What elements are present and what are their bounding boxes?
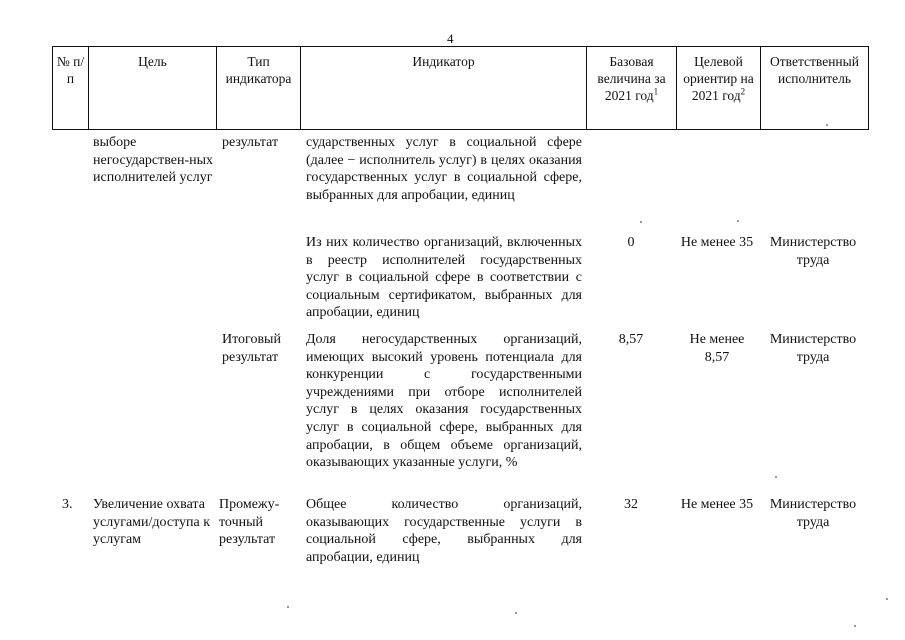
row2-indicator: Из них количество организаций, включенных в реестр исполнителей государственных услуг в социальной сфере в соответствии с социальным сертификатом, выбранных для апробации, единиц	[306, 235, 582, 321]
row4-base: 32	[624, 497, 638, 512]
row3-base: 8,57	[618, 332, 644, 347]
row1-goal: выборе негосударствен-ных исполнителей услуг	[93, 135, 214, 186]
header-responsible: Ответственный исполнитель	[761, 47, 869, 130]
scan-speck	[515, 612, 517, 614]
row4-type: Промежу-точный результат	[219, 497, 280, 548]
footnote-1: 1	[653, 86, 659, 97]
scan-speck	[886, 598, 888, 600]
row3-indicator: Доля негосударственных организаций, имеющих высокий уровень потенциала для конкуренции с государственными учреждениями при отборе исполнителей услуг в целях оказания государственных услуг в социальной сфере, выбранных для апробации, в общем объеме организаций, оказывающих указанные услуги, %	[306, 332, 582, 471]
scan-speck	[854, 625, 856, 627]
scan-speck	[826, 124, 828, 126]
scan-speck	[775, 476, 777, 478]
row3-type: Итоговый результат	[222, 332, 281, 365]
scan-speck	[287, 606, 289, 608]
row2-target: Не менее 35	[680, 235, 754, 250]
scan-speck	[737, 220, 739, 222]
header-base-value: Базовая величина за 2021 год$^1$	[587, 47, 677, 130]
row2-base: 0	[627, 235, 635, 250]
scan-speck	[640, 221, 642, 223]
row4-goal: Увеличение охвата услугами/доступа к услугам	[93, 497, 211, 548]
page-number: 4	[447, 31, 454, 46]
header-target: Целевой ориентир на 2021 год$^2$	[677, 47, 761, 130]
header-indicator: Индикатор	[301, 47, 587, 130]
row4-target: Не менее 35	[680, 497, 754, 512]
header-indicator-type: Тип индикатора	[217, 47, 301, 130]
row2-responsible: Министерство труда	[769, 235, 857, 268]
row1-indicator: сударственных услуг в социальной сфере (далее − исполнитель услуг) в целях оказания государственных услуг в социальной сфере, выбранных для апробации, единиц	[306, 135, 582, 203]
row1-type: результат	[222, 135, 279, 150]
header-goal: Цель	[89, 47, 217, 130]
row4-responsible: Министерство труда	[769, 497, 857, 530]
row4-num: 3.	[62, 497, 73, 512]
header-num: № п/п	[53, 47, 89, 130]
row3-responsible: Министерство труда	[769, 332, 857, 365]
row4-indicator: Общее количество организаций, оказывающих государственные услуги в социальной сфере, выбранных для апробации, единиц	[306, 497, 582, 565]
footnote-2: 2	[740, 86, 746, 97]
row3-target: Не менее 8,57	[689, 332, 745, 365]
